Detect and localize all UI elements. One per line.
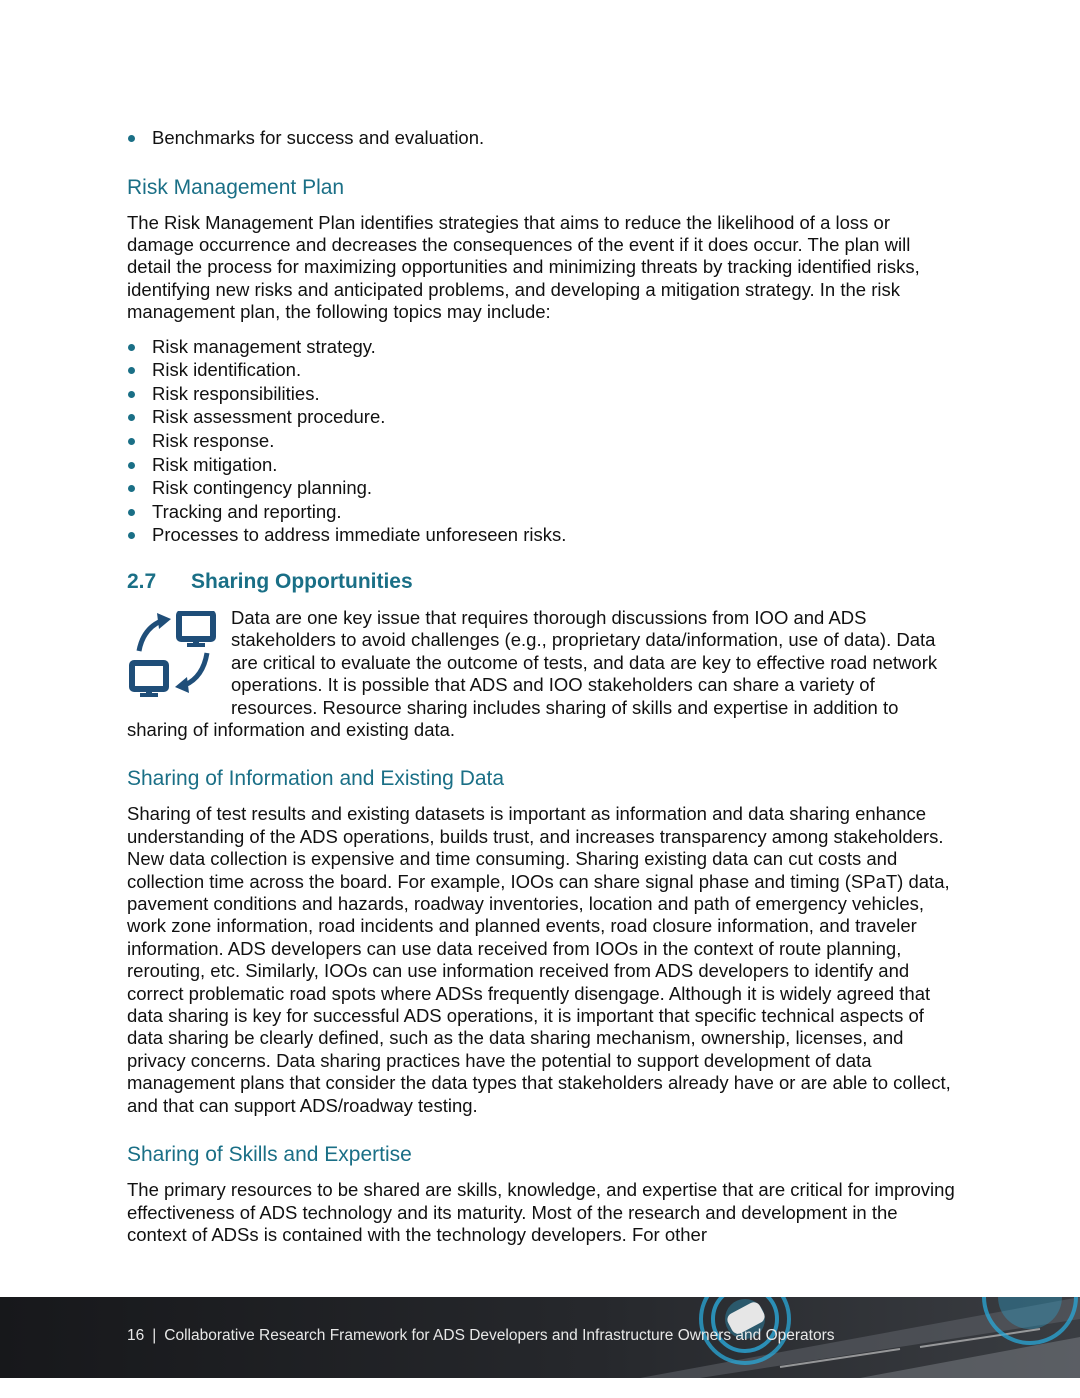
section-title: Sharing Opportunities [191,569,413,593]
bullet-icon [128,462,135,469]
page-number: 16 [127,1327,145,1344]
sharing-intro [127,607,957,741]
list-item: Tracking and reporting. [127,500,957,524]
list-item: Benchmarks for success and evaluation. [127,126,957,150]
bullet-icon [128,414,135,421]
info-sharing-heading: Sharing of Information and Existing Data [127,767,505,791]
list-item: Risk response. [127,429,957,453]
data-sharing-monitors-icon [127,611,219,703]
bullet-icon [128,367,135,374]
bullet-icon [128,485,135,492]
list-item: Risk management strategy. [127,335,957,359]
section-heading [127,569,957,595]
list-item: Risk mitigation. [127,453,957,477]
list-item: Processes to address immediate unforeseen risks. [127,523,957,547]
skills-sharing-paragraph: The primary resources to be shared are skills, knowledge, and expertise that are critical for improving effectiveness of ADS technology and its maturity. Most of the research and development in the context of ADSs is contained with the technology developers. For other [127,1179,955,1245]
top-bullet-list [127,126,957,150]
sharing-intro-paragraph: Data are one key issue that requires thorough discussions from IOO and ADS stakeholders to avoid challenges (e.g., proprietary data/information, use of data). Data are critical to evaluate the outcome of tests, and data are key to effective road network operations. It is possible that ADS and IOO stakeholders can share a variety of resources. Resource sharing includes sharing of skills and expertise in addition to sharing of information and existing data. [127,606,938,740]
list-item: Risk identification. [127,358,957,382]
risk-topics-list [127,335,957,547]
risk-plan-paragraph: The Risk Management Plan identifies strategies that aims to reduce the likelihood of a loss or damage occurrence and decreases the consequences of the event if it does occur. The plan will detail the process for maximizing opportunities and minimizing threats by tracking identified risks, identifying new risks and anticipated problems, and developing a mitigation strategy. In the risk management plan, the following topics may include: [127,211,920,323]
section-number: 2.7 [127,569,157,593]
footer-text [127,1327,835,1345]
bullet-icon [128,391,135,398]
list-item: Risk contingency planning. [127,476,957,500]
list-item: Risk responsibilities. [127,382,957,406]
page-footer [0,1297,1080,1378]
bullet-icon [128,438,135,445]
skills-sharing-heading: Sharing of Skills and Expertise [127,1143,412,1167]
document-title: Collaborative Research Framework for ADS Developers and Infrastructure Owners and Operators [164,1327,835,1344]
bullet-icon [128,532,135,539]
bullet-icon [128,344,135,351]
info-sharing-paragraph: Sharing of test results and existing datasets is important as information and data sharing enhance understanding of the ADS operations, builds trust, and increases transparency among stakeholders. New data collection is expensive and time consuming. Sharing existing data can cut costs and collection time across the board. For example, IOOs can share signal phase and timing (SPaT) data, pavement conditions and hazards, roadway inventories, location and path of emergency vehicles, work zone information, road incidents and planned events, road closure information, and traveler information. ADS developers can use data received from IOOs in the context of route planning, rerouting, etc. Similarly, IOOs can use information received from ADS developers to identify and correct problematic road spots where ADSs frequently disengage. Although it is widely agreed that data sharing is key for successful ADS operations, it is important that specific technical aspects of data sharing be clearly defined, such as the data sharing mechanism, ownership, licenses, and privacy concerns. Data sharing practices have the potential to support development of data management plans that consider the data types that stakeholders already have or are able to collect, and that can support ADS/roadway testing. [127,803,951,1116]
footer-separator: | [152,1327,157,1344]
bullet-icon [128,135,135,142]
list-item: Risk assessment procedure. [127,405,957,429]
risk-plan-heading: Risk Management Plan [127,175,345,199]
bullet-icon [128,509,135,516]
page-content [127,126,957,1246]
